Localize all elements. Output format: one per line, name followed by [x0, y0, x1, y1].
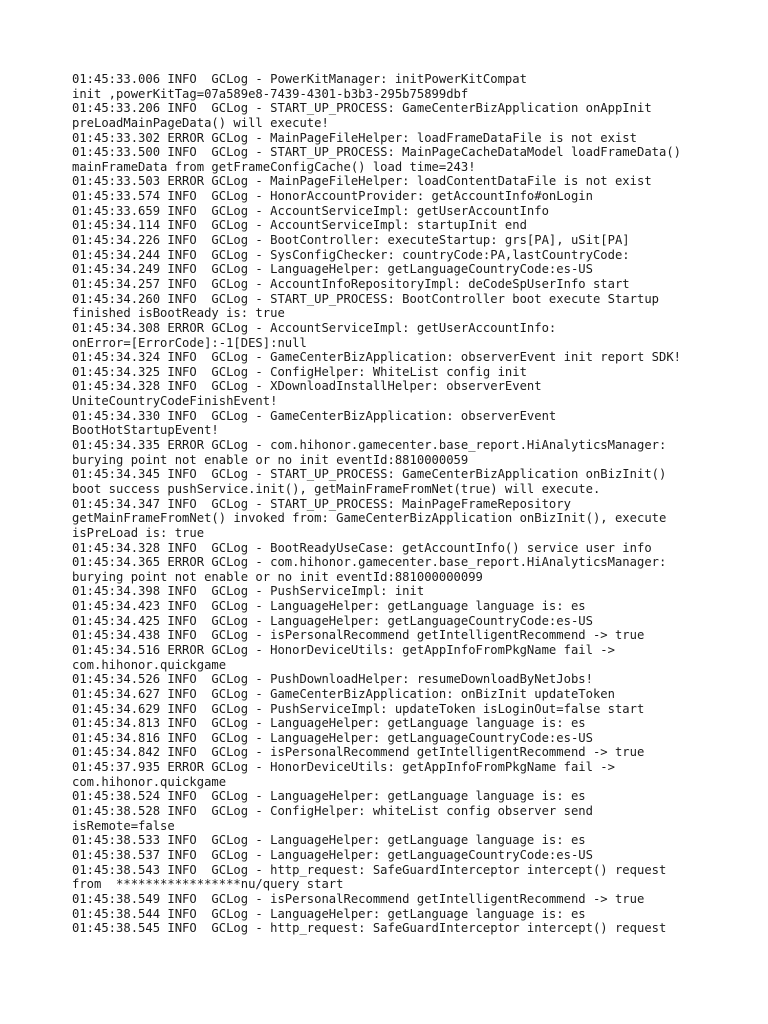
log-line: 01:45:34.423 INFO GCLog - LanguageHelper: getLanguage language is: es [72, 599, 586, 614]
log-line: 01:45:38.549 INFO GCLog - isPersonalRecommend getIntelligentRecommend -> true [72, 891, 645, 906]
log-line: 01:45:34.813 INFO GCLog - LanguageHelper: getLanguage language is: es [72, 716, 586, 731]
log-line: 01:45:38.528 INFO GCLog - ConfigHelper: whiteList config observer send [72, 804, 593, 819]
log-line: 01:45:34.325 INFO GCLog - ConfigHelper: WhiteList config init [72, 364, 527, 379]
log-line: burying point not enable or no init eventId:881000000099 [72, 569, 483, 584]
log-line: BootHotStartupEvent! [72, 423, 219, 438]
log-line: 01:45:34.398 INFO GCLog - PushServiceImpl: init [72, 584, 425, 599]
log-line: 01:45:34.627 INFO GCLog - GameCenterBizApplication: onBizInit updateToken [72, 686, 615, 701]
log-line: mainFrameData from getFrameConfigCache() load time=243! [72, 159, 476, 174]
log-line: boot success pushService.init(), getMainFrameFromNet(true) will execute. [72, 481, 601, 496]
log-line: 01:45:34.249 INFO GCLog - LanguageHelper: getLanguageCountryCode:es-US [72, 262, 593, 277]
log-line: isPreLoad is: true [72, 525, 205, 540]
log-line: 01:45:38.533 INFO GCLog - LanguageHelper: getLanguage language is: es [72, 833, 586, 848]
log-line: 01:45:34.226 INFO GCLog - BootController: executeStartup: grs[PA], uSit[PA] [72, 233, 630, 248]
log-line: 01:45:38.524 INFO GCLog - LanguageHelper: getLanguage language is: es [72, 789, 586, 804]
log-line: 01:45:34.244 INFO GCLog - SysConfigChecker: countryCode:PA,lastCountryCode: [72, 247, 630, 262]
log-line: preLoadMainPageData() will execute! [72, 115, 329, 130]
log-line: 01:45:34.842 INFO GCLog - isPersonalRecommend getIntelligentRecommend -> true [72, 745, 645, 760]
log-line: UniteCountryCodeFinishEvent! [72, 394, 278, 409]
log-line: onError=[ErrorCode]:-1[DES]:null [72, 335, 307, 350]
log-line: burying point not enable or no init eventId:8810000059 [72, 452, 469, 467]
log-line: 01:45:33.206 INFO GCLog - START_UP_PROCESS: GameCenterBizApplication onAppInit [72, 101, 652, 116]
log-line: com.hihonor.quickgame [72, 774, 227, 789]
log-line: 01:45:34.257 INFO GCLog - AccountInfoRepositoryImpl: deCodeSpUserInfo start [72, 276, 630, 291]
log-line: getMainFrameFromNet() invoked from: GameCenterBizApplication onBizInit(), execute [72, 511, 667, 526]
log-line: 01:45:34.328 INFO GCLog - BootReadyUseCase: getAccountInfo() service user info [72, 540, 652, 555]
log-line: 01:45:34.425 INFO GCLog - LanguageHelper: getLanguageCountryCode:es-US [72, 613, 593, 628]
log-line: 01:45:34.308 ERROR GCLog - AccountServiceImpl: getUserAccountInfo: [72, 320, 557, 335]
log-line: 01:45:33.503 ERROR GCLog - MainPageFileHelper: loadContentDataFile is not exist [72, 174, 652, 189]
log-line: 01:45:38.543 INFO GCLog - http_request: SafeGuardInterceptor intercept() request [72, 862, 667, 877]
log-line: 01:45:38.545 INFO GCLog - http_request: SafeGuardInterceptor intercept() request [72, 921, 667, 936]
log-line: com.hihonor.quickgame [72, 657, 227, 672]
log-line: init ,powerKitTag=07a589e8-7439-4301-b3b3-295b75899dbf [72, 86, 469, 101]
log-line: 01:45:33.302 ERROR GCLog - MainPageFileHelper: loadFrameDataFile is not exist [72, 130, 637, 145]
log-line: finished isBootReady is: true [72, 306, 285, 321]
log-line: 01:45:34.324 INFO GCLog - GameCenterBizApplication: observerEvent init report SDK! [72, 350, 682, 365]
log-line: 01:45:34.345 INFO GCLog - START_UP_PROCESS: GameCenterBizApplication onBizInit() [72, 467, 667, 482]
log-line: 01:45:34.335 ERROR GCLog - com.hihonor.gamecenter.base_report.HiAnalyticsManager: [72, 438, 667, 453]
log-line: 01:45:38.544 INFO GCLog - LanguageHelper: getLanguage language is: es [72, 906, 586, 921]
log-line: 01:45:33.500 INFO GCLog - START_UP_PROCESS: MainPageCacheDataModel loadFrameData() [72, 145, 682, 160]
log-line: 01:45:34.816 INFO GCLog - LanguageHelper: getLanguageCountryCode:es-US [72, 730, 593, 745]
log-text-block [72, 72, 712, 936]
log-line: 01:45:34.114 INFO GCLog - AccountServiceImpl: startupInit end [72, 218, 527, 233]
log-line: 01:45:38.537 INFO GCLog - LanguageHelper: getLanguageCountryCode:es-US [72, 847, 593, 862]
log-line: 01:45:34.516 ERROR GCLog - HonorDeviceUtils: getAppInfoFromPkgName fail -> [72, 642, 615, 657]
log-line: 01:45:34.347 INFO GCLog - START_UP_PROCESS: MainPageFrameRepository [72, 496, 571, 511]
log-line: 01:45:34.260 INFO GCLog - START_UP_PROCESS: BootController boot execute Startup [72, 291, 659, 306]
log-line: 01:45:34.365 ERROR GCLog - com.hihonor.gamecenter.base_report.HiAnalyticsManager: [72, 555, 667, 570]
log-line: 01:45:34.330 INFO GCLog - GameCenterBizApplication: observerEvent [72, 408, 557, 423]
log-line: from *****************nu/query start [72, 877, 344, 892]
log-line: 01:45:34.526 INFO GCLog - PushDownloadHelper: resumeDownloadByNetJobs! [72, 672, 593, 687]
log-line: 01:45:34.629 INFO GCLog - PushServiceImpl: updateToken isLoginOut=false start [72, 701, 645, 716]
log-line: 01:45:37.935 ERROR GCLog - HonorDeviceUtils: getAppInfoFromPkgName fail -> [72, 760, 615, 775]
log-line: 01:45:33.006 INFO GCLog - PowerKitManager: initPowerKitCompat [72, 72, 527, 86]
log-line: 01:45:34.438 INFO GCLog - isPersonalRecommend getIntelligentRecommend -> true [72, 628, 645, 643]
log-line: isRemote=false [72, 818, 175, 833]
log-line: 01:45:33.574 INFO GCLog - HonorAccountProvider: getAccountInfo#onLogin [72, 189, 593, 204]
log-line: 01:45:34.328 INFO GCLog - XDownloadInstallHelper: observerEvent [72, 379, 542, 394]
log-line: 01:45:33.659 INFO GCLog - AccountServiceImpl: getUserAccountInfo [72, 203, 549, 218]
